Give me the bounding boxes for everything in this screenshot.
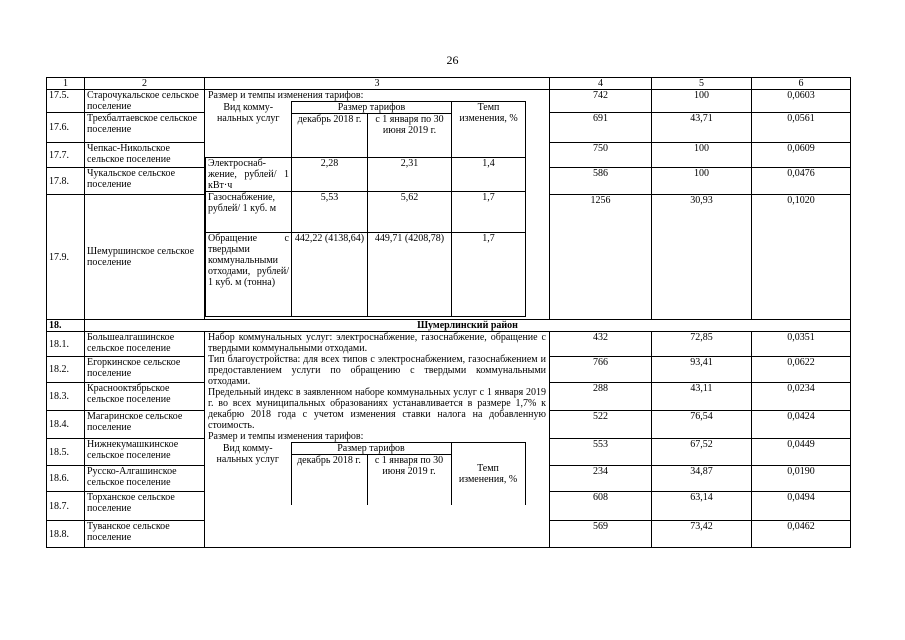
settlement-name: Магаринское сельское поселение bbox=[85, 411, 205, 439]
change-rate-header: Темп изменения, % bbox=[452, 102, 526, 158]
december-header: декабрь 2018 г. bbox=[292, 114, 368, 158]
service-name: Газоснабжение, рублей/ 1 куб. м bbox=[206, 192, 292, 233]
value-col5: 63,14 bbox=[652, 492, 752, 521]
value-col5: 76,54 bbox=[652, 411, 752, 439]
improvement-type-text: Тип благоустройства: для всех типов с электроснабжением, газоснабжением и предоставлением услуги по обращению с твердыми коммунальными отходами. bbox=[208, 354, 546, 387]
table-row bbox=[47, 90, 851, 113]
value-col6: 0,0462 bbox=[752, 521, 851, 548]
settlement-name: Егоркинское сельское поселение bbox=[85, 357, 205, 383]
value-col5: 93,41 bbox=[652, 357, 752, 383]
service-type-header: Вид комму-нальных услуг bbox=[206, 102, 292, 158]
service-name: Электроснаб-жение, рублей/ 1 кВт·ч bbox=[206, 158, 292, 192]
value-col4: 750 bbox=[550, 143, 652, 168]
value-col6: 0,0494 bbox=[752, 492, 851, 521]
value-col5: 73,42 bbox=[652, 521, 752, 548]
tariff-size-header: Размер тарифов bbox=[292, 102, 452, 114]
tariff-size-header: Размер тарифов bbox=[291, 443, 451, 455]
value-col6: 0,0561 bbox=[752, 113, 851, 143]
value-col6: 0,0449 bbox=[752, 439, 851, 466]
col-header-4: 4 bbox=[550, 78, 652, 90]
value-col6: 0,0603 bbox=[752, 90, 851, 113]
january-header: с 1 января по 30 июня 2019 г. bbox=[368, 114, 452, 158]
tariff-december: 2,28 bbox=[292, 158, 368, 192]
row-number: 18.1. bbox=[47, 332, 85, 357]
settlement-name: Шемуршинское сельское поселение bbox=[85, 195, 205, 320]
value-col4: 432 bbox=[550, 332, 652, 357]
tariff-january: 5,62 bbox=[368, 192, 452, 233]
value-col5: 67,52 bbox=[652, 439, 752, 466]
value-col6: 0,0609 bbox=[752, 143, 851, 168]
value-col4: 586 bbox=[550, 168, 652, 195]
value-col4: 288 bbox=[550, 383, 652, 411]
value-col5: 100 bbox=[652, 168, 752, 195]
row-number: 18.3. bbox=[47, 383, 85, 411]
change-rate-header: Темп изменения, % bbox=[451, 443, 525, 505]
settlement-name: Большеалгашинское сельское поселение bbox=[85, 332, 205, 357]
tariff-table bbox=[46, 77, 851, 548]
january-header: с 1 января по 30 июня 2019 г. bbox=[367, 455, 451, 505]
row-number: 18.2. bbox=[47, 357, 85, 383]
column-number-row bbox=[47, 78, 851, 90]
tariff-december: 442,22 (4138,64) bbox=[292, 233, 368, 317]
value-col4: 608 bbox=[550, 492, 652, 521]
tariff-january: 449,71 (4208,78) bbox=[368, 233, 452, 317]
settlement-name: Краснооктябрьское сельское поселение bbox=[85, 383, 205, 411]
tariff-rate: 1,7 bbox=[452, 233, 526, 317]
value-col5: 43,11 bbox=[652, 383, 752, 411]
value-col5: 100 bbox=[652, 90, 752, 113]
value-col6: 0,0190 bbox=[752, 466, 851, 492]
row-number: 18.6. bbox=[47, 466, 85, 492]
row-number: 18.7. bbox=[47, 492, 85, 521]
services-set-text: Набор коммунальных услуг: электроснабжение, газоснабжение, обращение с твердыми коммунальными отходами. bbox=[208, 332, 546, 354]
value-col6: 0,0351 bbox=[752, 332, 851, 357]
district-number: 18. bbox=[47, 320, 85, 332]
settlement-name: Чукальское сельское поселение bbox=[85, 168, 205, 195]
value-col4: 569 bbox=[550, 521, 652, 548]
limit-index-text: Предельный индекс в заявленном наборе коммунальных услуг с 1 января 2019 г. во всех муниципальных образованиях устанавливается в размере 1,7% к декабрю 2018 года с учетом изменения ставки налога на добавленную стоимость. bbox=[208, 387, 546, 431]
tariff-january: 2,31 bbox=[368, 158, 452, 192]
row-number: 17.8. bbox=[47, 168, 85, 195]
value-col4: 766 bbox=[550, 357, 652, 383]
value-col5: 30,93 bbox=[652, 195, 752, 320]
row-number: 18.4. bbox=[47, 411, 85, 439]
settlement-name: Трехбалтаевское сельское поселение bbox=[85, 113, 205, 143]
settlement-name: Торханское сельское поселение bbox=[85, 492, 205, 521]
value-col6: 0,1020 bbox=[752, 195, 851, 320]
tariff-details-cell bbox=[205, 332, 550, 548]
tariff-details-cell bbox=[205, 90, 550, 320]
value-col4: 691 bbox=[550, 113, 652, 143]
settlement-name: Русско-Алгашинское сельское поселение bbox=[85, 466, 205, 492]
row-number: 18.5. bbox=[47, 439, 85, 466]
col-header-5: 5 bbox=[652, 78, 752, 90]
value-col6: 0,0424 bbox=[752, 411, 851, 439]
tariff-rate: 1,4 bbox=[452, 158, 526, 192]
page-number: 26 bbox=[446, 53, 459, 67]
service-name: Обращение с твердыми коммунальными отходами, рублей/ 1 куб. м (тонна) bbox=[206, 233, 292, 317]
row-number: 17.9. bbox=[47, 195, 85, 320]
row-number: 17.5. bbox=[47, 90, 85, 113]
tariff-sizes-table bbox=[205, 442, 526, 505]
tariff-heading: Размер и темпы изменения тарифов: bbox=[208, 90, 364, 101]
table-row bbox=[47, 332, 851, 357]
service-type-header: Вид комму-нальных услуг bbox=[205, 443, 291, 505]
value-col4: 522 bbox=[550, 411, 652, 439]
settlement-name: Чепкас-Никольское сельское поселение bbox=[85, 143, 205, 168]
tariff-heading: Размер и темпы изменения тарифов: bbox=[208, 431, 364, 442]
settlement-name: Старочукальское сельское поселение bbox=[85, 90, 205, 113]
col-header-6: 6 bbox=[752, 78, 851, 90]
col-header-3: 3 bbox=[205, 78, 550, 90]
value-col5: 43,71 bbox=[652, 113, 752, 143]
row-number: 18.8. bbox=[47, 521, 85, 548]
col-header-1: 1 bbox=[47, 78, 85, 90]
tariff-rate: 1,7 bbox=[452, 192, 526, 233]
value-col4: 742 bbox=[550, 90, 652, 113]
value-col5: 100 bbox=[652, 143, 752, 168]
value-col4: 234 bbox=[550, 466, 652, 492]
value-col4: 1256 bbox=[550, 195, 652, 320]
value-col5: 34,87 bbox=[652, 466, 752, 492]
district-row bbox=[47, 320, 851, 332]
value-col4: 553 bbox=[550, 439, 652, 466]
row-number: 17.7. bbox=[47, 143, 85, 168]
settlement-name: Туванское сельское поселение bbox=[85, 521, 205, 548]
tariff-december: 5,53 bbox=[292, 192, 368, 233]
district-name: Шумерлинский район bbox=[85, 320, 851, 332]
settlement-name: Нижнекумашкинское сельское поселение bbox=[85, 439, 205, 466]
value-col6: 0,0476 bbox=[752, 168, 851, 195]
value-col5: 72,85 bbox=[652, 332, 752, 357]
value-col6: 0,0234 bbox=[752, 383, 851, 411]
row-number: 17.6. bbox=[47, 113, 85, 143]
col-header-2: 2 bbox=[85, 78, 205, 90]
december-header: декабрь 2018 г. bbox=[291, 455, 367, 505]
tariff-sizes-table bbox=[205, 101, 526, 317]
value-col6: 0,0622 bbox=[752, 357, 851, 383]
